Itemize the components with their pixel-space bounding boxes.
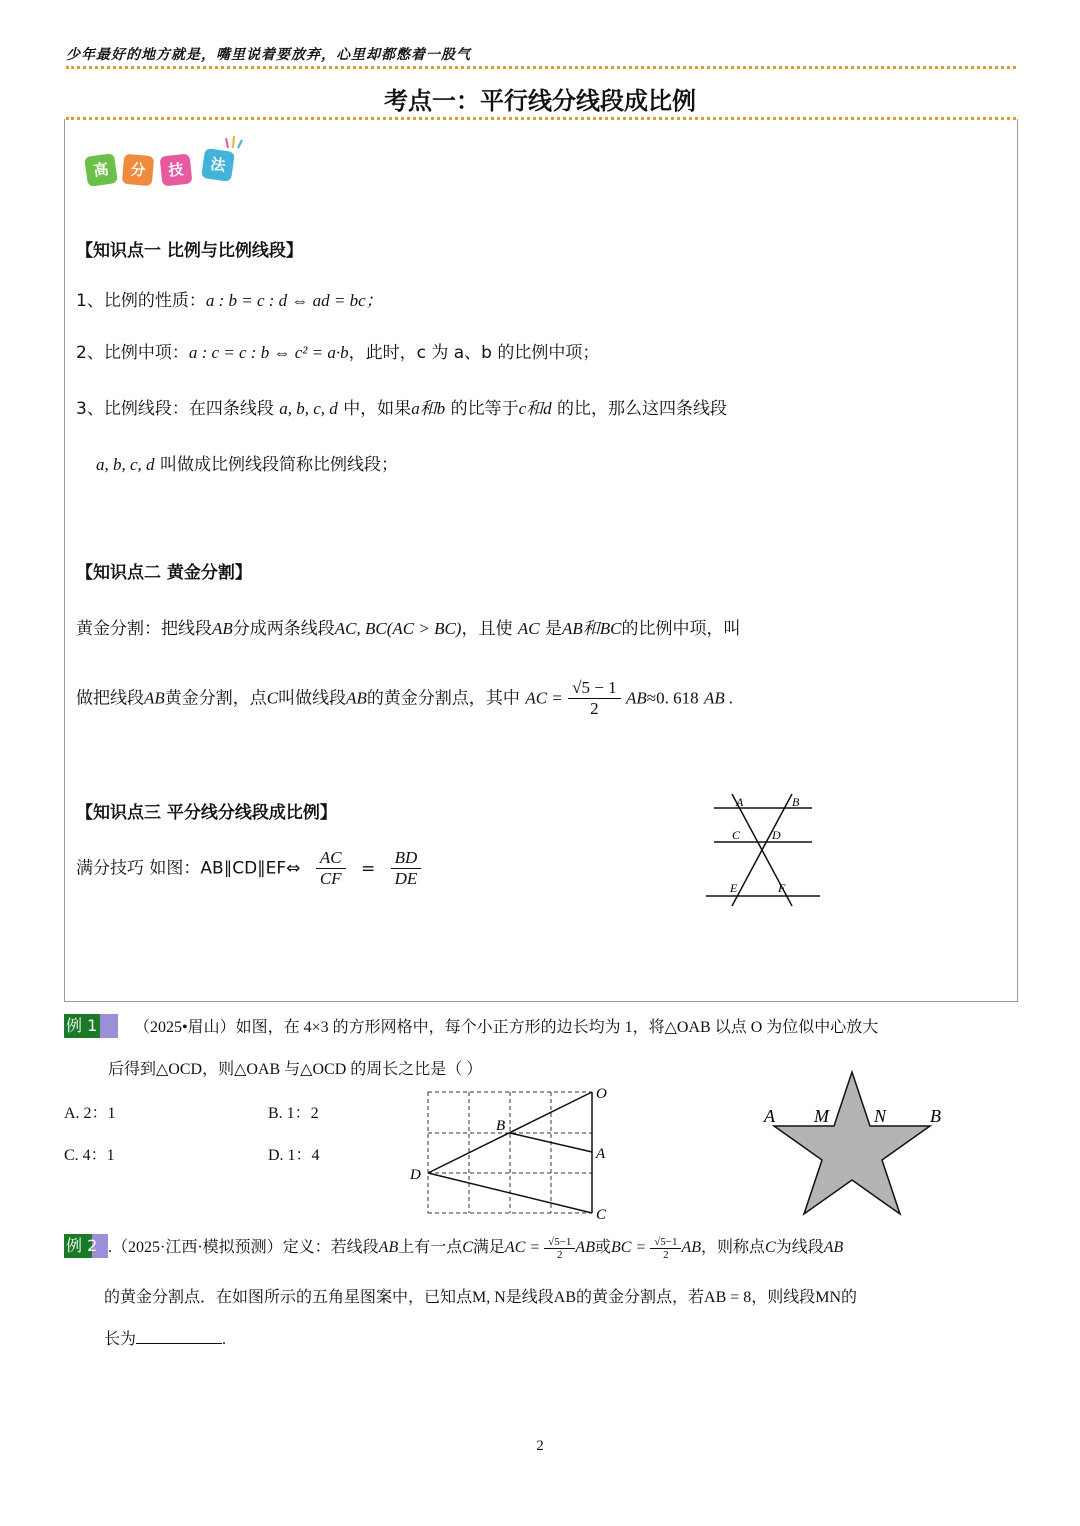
grid-label-b: B xyxy=(496,1118,506,1134)
ex2-text-g: ，则称点 xyxy=(701,1239,766,1256)
kp2-text-i: 的黄金分割点，其中 xyxy=(366,688,520,709)
kp2-line1 xyxy=(76,614,741,639)
badge-char-1: 高 xyxy=(84,153,118,187)
kp1-item3-ab: a和b xyxy=(411,399,446,418)
kp3-fraction-2 xyxy=(391,848,422,889)
ex2-c: C xyxy=(462,1239,473,1256)
example2-line2: 的黄金分割点．在如图所示的五角星图案中，已知点M, N是线段AB的黄金分割点，若AB = 8，则线段MN的 xyxy=(104,1289,858,1306)
example2-line1 xyxy=(108,1234,843,1261)
header-motto: 少年最好的地方就是，嘴里说着要放弃，心里却都憋着一股气 xyxy=(66,47,471,63)
kp2-heading: 【知识点二 黄金分割】 xyxy=(76,563,252,583)
kp2-point-c: C xyxy=(266,688,279,708)
ex2-fraction-1 xyxy=(544,1236,575,1261)
badge-char-3: 技 xyxy=(160,154,193,187)
option-d: D. 1：4 xyxy=(268,1147,320,1164)
kp2-text-g: 黄金分割，点 xyxy=(164,688,267,709)
kp2-ab-3: AB xyxy=(346,688,367,708)
kp1-item3-text-e: 叫做成比例线段简称比例线段； xyxy=(159,455,398,475)
ex2-bc: BC = xyxy=(610,1239,647,1256)
option-a: A. 2：1 xyxy=(64,1105,116,1122)
ex2-text-a: .（2025·江西·模拟预测）定义：若线段 xyxy=(108,1239,379,1256)
ex2-fraction-2 xyxy=(650,1236,681,1261)
kp1-item3-cd: c和d xyxy=(518,399,552,418)
kp2-abbc: AB和BC xyxy=(562,619,622,638)
grid-figure xyxy=(404,1080,614,1222)
example1-line2: 后得到△OCD，则△OAB 与△OCD 的周长之比是（ ） xyxy=(108,1061,483,1078)
kp1-item2-rest: ，此时，c 为 a、b 的比例中项； xyxy=(348,343,600,363)
kp1-item1-label: 1、比例的性质： xyxy=(76,291,206,311)
example1-label: 例 1 xyxy=(66,1016,98,1035)
kp3-frac2-num: BD xyxy=(391,848,422,869)
kp2-ab-4: AB xyxy=(626,688,647,708)
ex2-frac2-num: √5−1 xyxy=(650,1236,681,1249)
ex2-text-d: 满足 xyxy=(472,1239,505,1256)
fig-label-b: B xyxy=(792,795,800,809)
grid-label-a: A xyxy=(596,1146,606,1162)
kp3-heading: 【知识点三 平分线分线段成比例】 xyxy=(76,803,337,823)
kp1-item3-vars: a, b, c, d xyxy=(279,399,338,418)
kp1-item3-line1 xyxy=(76,394,727,419)
kp1-item1-formula: a : b = c : d ⇔ ad = bc； xyxy=(205,291,383,310)
star-label-b: B xyxy=(930,1106,941,1126)
ex2-frac1-den: 2 xyxy=(557,1248,563,1261)
kp2-text-b: 分成两条线段 xyxy=(232,619,335,639)
kp2-ac: AC xyxy=(517,619,540,638)
kp3-frac2-den: DE xyxy=(394,869,418,888)
grid-label-d: D xyxy=(410,1167,421,1183)
example2-label: 例 2 xyxy=(66,1236,98,1255)
kp3-fraction-1 xyxy=(316,848,346,889)
parallel-lines-figure xyxy=(700,790,830,910)
kp3-frac1-num: AC xyxy=(316,848,346,869)
kp2-line2 xyxy=(76,678,733,719)
kp2-approx: ≈0. 618 xyxy=(646,688,699,708)
grid-label-c: C xyxy=(596,1207,607,1222)
kp3-text: 满分技巧 如图：AB∥CD∥EF⇔ xyxy=(76,858,301,879)
golden-frac-num: √5 − 1 xyxy=(568,678,620,699)
kp1-item2-formula: a : c = c : b ⇔ c² = a·b xyxy=(188,343,349,362)
example1-line1: （2025•眉山）如图，在 4×3 的方形网格中，每个小正方形的边长均为 1，将△OAB 以点 O 为位似中心放大 xyxy=(134,1019,879,1036)
kp3-line xyxy=(76,848,421,889)
kp2-ac-eq: AC = xyxy=(525,688,563,708)
star-label-n: N xyxy=(874,1106,887,1126)
kp2-text-d: 是 xyxy=(545,619,563,639)
kp1-item2 xyxy=(76,338,599,363)
ex2-ab-3: AB xyxy=(681,1239,702,1256)
kp3-frac1-den: CF xyxy=(319,869,342,888)
kp2-seg: AC, BC(AC > BC) xyxy=(334,619,462,638)
page-title: 考点一：平行线分线段成比例 xyxy=(384,87,696,115)
ex2-ab-4: AB xyxy=(823,1239,844,1256)
kp1-item3-text-b: 中，如果 xyxy=(343,399,412,419)
kp2-text-a: 黄金分割：把线段 xyxy=(76,619,212,639)
page-number: 2 xyxy=(536,1438,544,1454)
ex2-c-2: C xyxy=(765,1239,776,1256)
example2-label-box xyxy=(64,1234,108,1258)
kp2-ab: AB xyxy=(212,619,233,638)
ex2-frac2-den: 2 xyxy=(663,1248,669,1261)
kp1-item2-label: 2、比例中项： xyxy=(76,343,189,363)
kp2-text-f: 做把线段 xyxy=(76,688,144,709)
kp2-ab-5: AB . xyxy=(704,688,734,708)
ex2-text-h: 为线段 xyxy=(775,1239,824,1256)
ex2-ac: AC = xyxy=(504,1239,541,1256)
golden-frac-den: 2 xyxy=(590,699,599,718)
kp2-ab-2: AB xyxy=(144,688,165,708)
fig-label-d: D xyxy=(772,828,781,842)
option-b: B. 1：2 xyxy=(268,1105,319,1122)
kp3-eq: = xyxy=(360,858,376,879)
kp1-item3-line2 xyxy=(96,450,398,475)
ex2-frac1-num: √5−1 xyxy=(544,1236,575,1249)
kp1-item1 xyxy=(76,286,383,311)
example2-line3 xyxy=(104,1326,226,1349)
kp1-item3-text-a: 3、比例线段：在四条线段 xyxy=(76,399,274,419)
kp1-heading: 【知识点一 比例与比例线段】 xyxy=(76,241,303,261)
ex2-ab-2: AB xyxy=(575,1239,595,1256)
star-label-m: M xyxy=(814,1106,829,1126)
star-figure xyxy=(756,1066,956,1216)
badge-char-4: 法 xyxy=(201,148,235,182)
ex2-answer-end: . xyxy=(222,1331,227,1348)
ex2-or: 或 xyxy=(594,1239,611,1256)
kp2-text-e: 的比例中项，叫 xyxy=(621,619,741,639)
option-c: C. 4：1 xyxy=(64,1147,115,1164)
header-divider xyxy=(66,66,1016,69)
ex2-answer-prefix: 长为 xyxy=(104,1331,137,1348)
fig-label-a: A xyxy=(736,795,744,809)
fig-label-e: E xyxy=(730,881,738,895)
ex2-text-b: 上有一点 xyxy=(398,1239,463,1256)
sparkle-icon xyxy=(224,134,244,150)
kp2-text-c: ，且使 xyxy=(461,619,513,639)
fig-label-f: F xyxy=(778,881,786,895)
fig-label-c: C xyxy=(732,828,741,842)
example1-label-box xyxy=(64,1014,118,1038)
star-label-a: A xyxy=(764,1106,775,1126)
golden-ratio-fraction xyxy=(568,678,620,719)
ex2-ab: AB xyxy=(378,1239,399,1256)
kp1-item3-text-c: 的比等于 xyxy=(450,399,519,419)
grid-label-o: O xyxy=(596,1086,607,1102)
badge-char-2: 分 xyxy=(122,154,155,187)
kp1-item3-vars-2: a, b, c, d xyxy=(96,455,155,474)
kp2-text-h: 叫做线段 xyxy=(278,688,347,709)
kp1-item3-text-d: 的比，那么这四条线段 xyxy=(557,399,728,419)
answer-blank[interactable] xyxy=(136,1343,222,1344)
